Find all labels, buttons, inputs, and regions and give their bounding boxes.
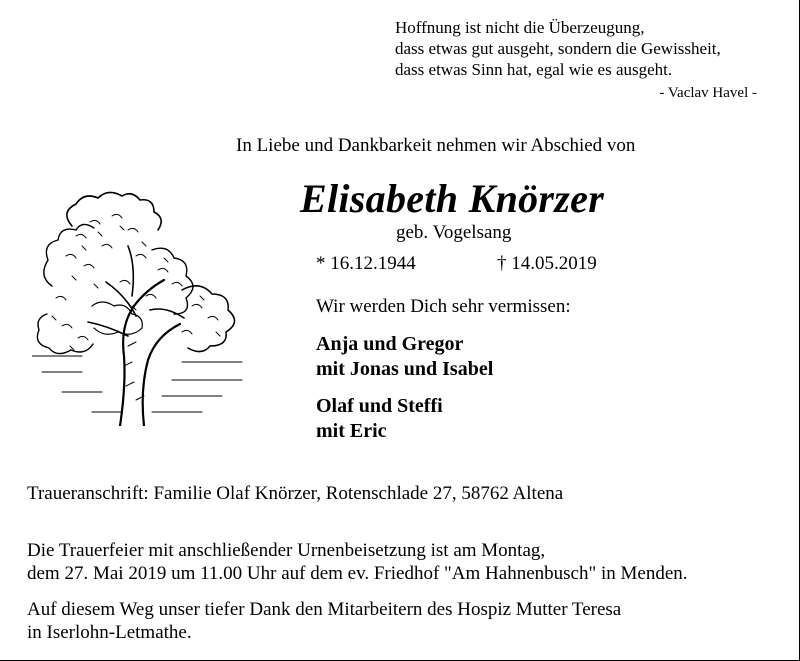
family-group-2-line-2: mit Eric [316,420,387,442]
quote [395,17,721,80]
service-line-2: dem 27. Mai 2019 um 11.00 Uhr auf dem ev. Friedhof "Am Hahnenbusch" in Menden. [27,563,688,584]
family-group-2 [316,394,443,444]
intro-text: In Liebe und Dankbarkeit nehmen wir Abschied von [236,135,636,156]
family-group-2-line-1: Olaf und Steffi [316,395,443,417]
maiden-name: geb. Vogelsang [396,222,512,243]
quote-line-1: Hoffnung ist nicht die Überzeugung, [395,18,645,37]
quote-line-2: dass etwas gut ausgeht, sondern die Gewissheit, [395,39,721,58]
mourning-address: Traueranschrift: Familie Olaf Knörzer, Rotenschlade 27, 58762 Altena [27,483,564,504]
service-line-1: Die Trauerfeier mit anschließender Urnenbeisetzung ist am Montag, [27,540,546,561]
family-group-1-line-2: mit Jonas und Isabel [316,358,494,380]
birth-date: * 16.12.1944 [316,253,416,274]
death-date: † 14.05.2019 [497,253,597,274]
quote-line-3: dass etwas Sinn hat, egal wie es ausgeht. [395,60,673,79]
quote-author: - Vaclav Havel - [659,85,757,101]
thanks-line-1: Auf diesem Weg unser tiefer Dank den Mitarbeitern des Hospiz Mutter Teresa [27,599,622,620]
deceased-name: Elisabeth Knörzer [300,176,605,221]
funeral-service-info [27,539,688,585]
thanks-line-2: in Iserlohn-Letmathe. [27,622,192,643]
thanks-note [27,598,621,644]
tree-drawing-icon [32,186,257,426]
miss-text: Wir werden Dich sehr vermissen: [316,296,571,317]
family-group-1-line-1: Anja und Gregor [316,333,464,355]
family-group-1 [316,332,493,382]
